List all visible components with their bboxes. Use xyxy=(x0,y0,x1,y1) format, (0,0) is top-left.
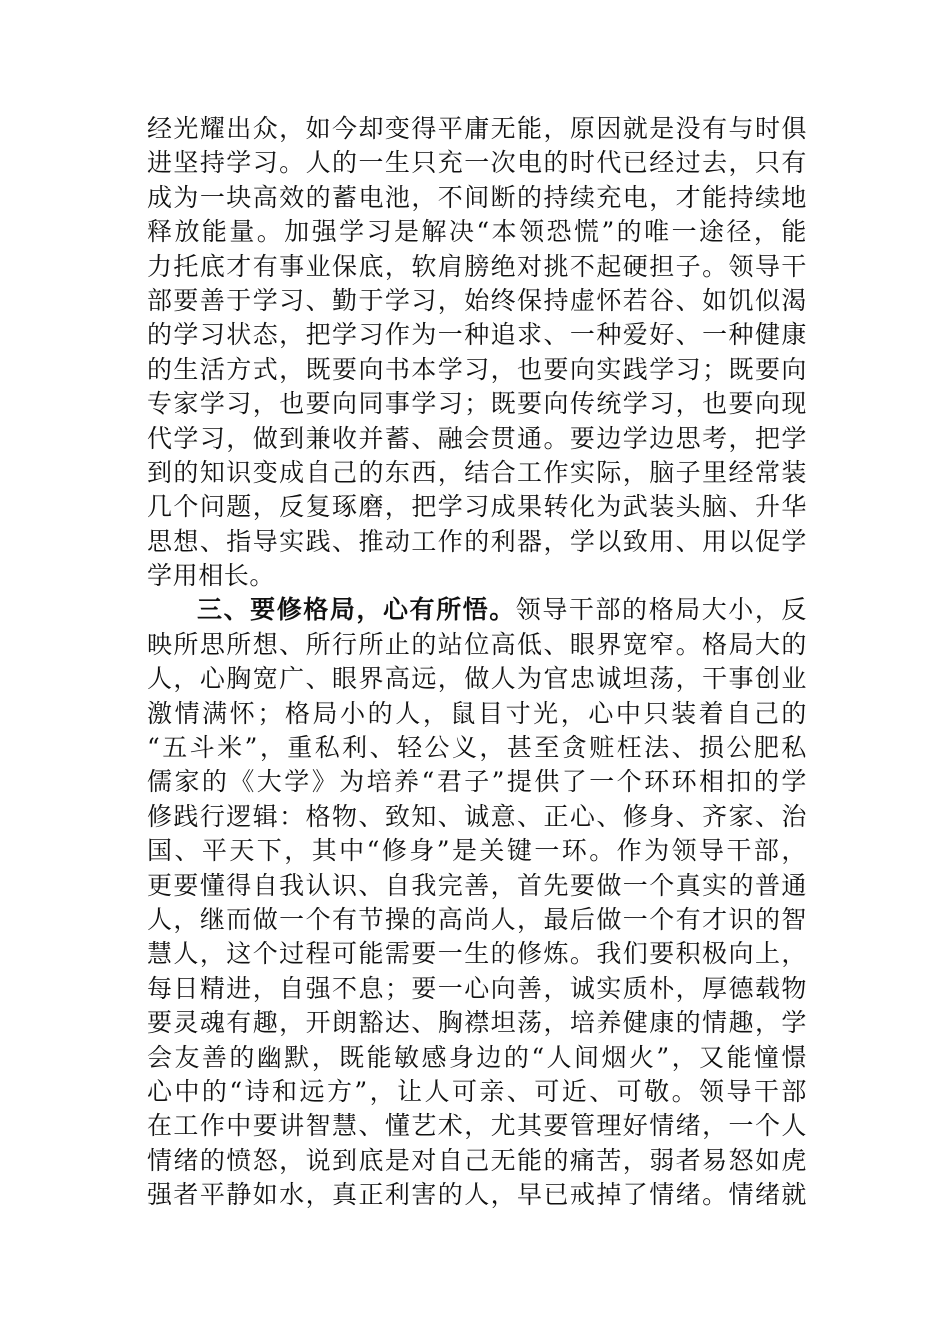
text-line xyxy=(147,318,807,352)
line-text: 映所思所想、所行所止的站位高低、眼界宽窄。格局大的 xyxy=(147,629,807,659)
line-text: 释放能量。加强学习是解决“本领恐慌”的唯一途径，能 xyxy=(147,217,807,247)
line-text: 代学习，做到兼收并蓄、融会贯通。要边学边思考，把学 xyxy=(147,423,807,453)
text-line xyxy=(147,559,807,593)
section-heading: 三、要修格局，心有所悟。 xyxy=(197,595,516,625)
text-line xyxy=(147,1144,807,1178)
line-text: 的学习状态，把学习作为一种追求、一种爱好、一种健康 xyxy=(147,320,807,350)
text-line xyxy=(147,1006,807,1040)
text-line xyxy=(147,834,807,868)
line-text: 慧人，这个过程可能需要一生的修炼。我们要积极向上， xyxy=(147,939,807,969)
line-text: 思想、指导实践、推动工作的利器，学以致用、用以促学 xyxy=(147,526,807,556)
text-line xyxy=(147,146,807,180)
text-line xyxy=(147,1041,807,1075)
line-text: 部要善于学习、勤于学习，始终保持虚怀若谷、如饥似渴 xyxy=(147,285,807,315)
text-line xyxy=(147,215,807,249)
text-line xyxy=(147,662,807,696)
text-line xyxy=(147,422,807,456)
line-text: 力托底才有事业保底，软肩膀绝对挑不起硬担子。领导干 xyxy=(147,251,807,281)
line-text: 专家学习，也要向同事学习；既要向传统学习，也要向现 xyxy=(147,389,807,419)
body-text xyxy=(147,112,807,1213)
text-line xyxy=(147,903,807,937)
text-line xyxy=(147,731,807,765)
line-text: 在工作中要讲智慧、懂艺术，尤其要管理好情绪，一个人 xyxy=(147,1111,807,1141)
text-line xyxy=(147,353,807,387)
text-line xyxy=(147,972,807,1006)
text-line xyxy=(147,628,807,662)
line-text: 修践行逻辑：格物、致知、诚意、正心、修身、齐家、治 xyxy=(147,801,807,831)
text-line xyxy=(147,1109,807,1143)
text-line xyxy=(147,937,807,971)
text-line xyxy=(147,250,807,284)
line-text: 领导干部的格局大小，反 xyxy=(515,595,807,625)
line-text: 国、平天下，其中“修身”是关键一环。作为领导干部， xyxy=(147,836,807,866)
line-text: 情绪的愤怒，说到底是对自己无能的痛苦，弱者易怒如虎 xyxy=(147,1145,807,1175)
text-line xyxy=(147,456,807,490)
line-text: “五斗米”，重私利、轻公义，甚至贪赃枉法、损公肥私 xyxy=(147,733,807,763)
line-text: 成为一块高效的蓄电池，不间断的持续充电，才能持续地 xyxy=(147,182,807,212)
line-text: 要灵魂有趣，开朗豁达、胸襟坦荡，培养健康的情趣，学 xyxy=(147,1008,807,1038)
text-line xyxy=(147,869,807,903)
line-text: 激情满怀；格局小的人，鼠目寸光，心中只装着自己的 xyxy=(147,698,807,728)
text-line xyxy=(147,490,807,524)
line-text: 学用相长。 xyxy=(147,561,276,591)
text-line xyxy=(147,525,807,559)
line-text: 强者平静如水，真正利害的人，早已戒掉了情绪。情绪就 xyxy=(147,1180,807,1210)
line-text: 进坚持学习。人的一生只充一次电的时代已经过去，只有 xyxy=(147,148,807,178)
line-text: 几个问题，反复琢磨，把学习成果转化为武装头脑、升华 xyxy=(147,492,807,522)
line-text: 到的知识变成自己的东西，结合工作实际，脑子里经常装 xyxy=(147,457,807,487)
line-text: 经光耀出众，如今却变得平庸无能，原因就是没有与时俱 xyxy=(147,114,807,143)
text-line xyxy=(147,765,807,799)
line-text: 儒家的《大学》为培养“君子”提供了一个环环相扣的学 xyxy=(147,767,807,797)
line-text: 更要懂得自我认识、自我完善，首先要做一个真实的普通 xyxy=(147,870,807,900)
line-text: 人，心胸宽广、眼界高远，做人为官忠诚坦荡，干事创业 xyxy=(147,664,807,694)
text-line xyxy=(147,181,807,215)
text-line xyxy=(147,593,807,627)
text-line xyxy=(147,284,807,318)
text-line xyxy=(147,112,807,146)
line-text: 会友善的幽默，既能敏感身边的“人间烟火”，又能憧憬 xyxy=(147,1042,807,1072)
text-line xyxy=(147,800,807,834)
text-line xyxy=(147,1075,807,1109)
line-text: 心中的“诗和远方”，让人可亲、可近、可敬。领导干部 xyxy=(147,1076,807,1106)
line-text: 的生活方式，既要向书本学习，也要向实践学习；既要向 xyxy=(147,354,807,384)
text-line xyxy=(147,697,807,731)
text-line xyxy=(147,387,807,421)
line-text: 人，继而做一个有节操的高尚人，最后做一个有才识的智 xyxy=(147,904,807,934)
line-text: 每日精进，自强不息；要一心向善，诚实质朴，厚德载物 xyxy=(147,973,807,1003)
text-line xyxy=(147,1178,807,1212)
